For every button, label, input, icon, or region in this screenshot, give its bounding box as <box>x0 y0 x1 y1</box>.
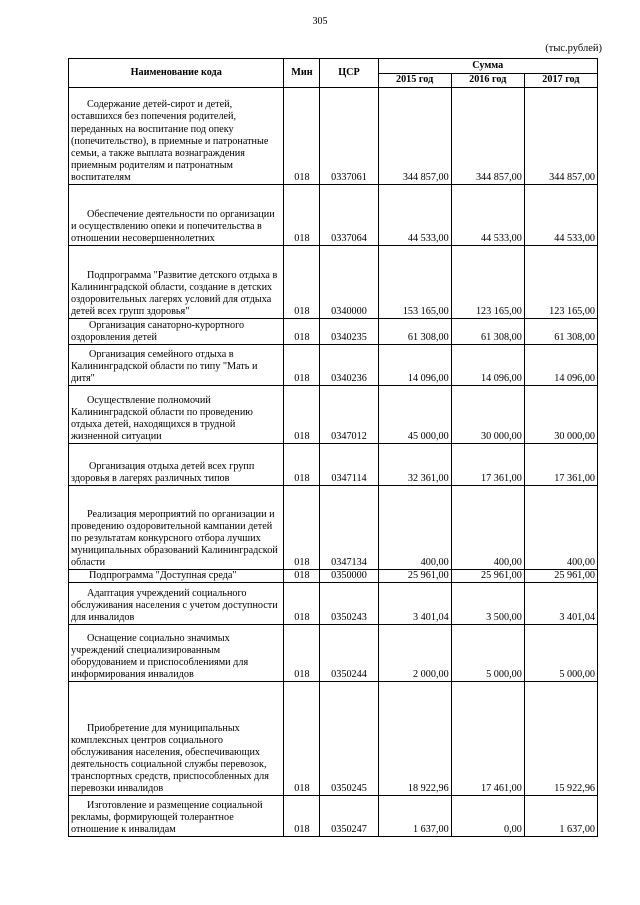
row-2015: 25 961,00 <box>378 570 451 583</box>
row-min: 018 <box>284 386 320 444</box>
row-csr: 0347114 <box>320 444 378 486</box>
row-name: Организация санаторно-курортного оздоровления детей <box>69 319 284 345</box>
header-sum: Сумма <box>378 59 597 74</box>
header-min: Мин <box>284 59 320 88</box>
row-min: 018 <box>284 444 320 486</box>
row-2017: 61 308,00 <box>524 319 597 345</box>
row-name: Приобретение для муниципальных комплексных центров социального обслуживания населения, обеспечивающих деятельность социальной службы перевозок, транспортных средств, приспособленных для перевозки инвалидов <box>69 682 284 796</box>
row-csr: 0350247 <box>320 796 378 837</box>
row-min: 018 <box>284 486 320 570</box>
row-2016: 123 165,00 <box>451 246 524 319</box>
header-csr: ЦСР <box>320 59 378 88</box>
table-row <box>69 583 598 625</box>
table-row <box>69 625 598 682</box>
row-name: Подпрограмма "Развитие детского отдыха в Калининградской области, создание в детских оздоровительных лагерях условий для отдыха детей всех групп здоровья" <box>69 246 284 319</box>
row-csr: 0350245 <box>320 682 378 796</box>
row-2015: 32 361,00 <box>378 444 451 486</box>
row-2015: 45 000,00 <box>378 386 451 444</box>
row-2017: 14 096,00 <box>524 345 597 386</box>
row-name: Организация семейного отдыха в Калининградской области по типу "Мать и дитя" <box>69 345 284 386</box>
row-name: Адаптация учреждений социального обслуживания населения с учетом доступности для инвалидов <box>69 583 284 625</box>
row-name: Реализация мероприятий по организации и проведению оздоровительной кампании детей по результатам конкурсного отбора лучших муниципальных образований Калининградской области <box>69 486 284 570</box>
table-row <box>69 682 598 796</box>
table-body <box>69 88 598 837</box>
row-csr: 0350244 <box>320 625 378 682</box>
row-name: Оснащение социально значимых учреждений специализированным оборудованием и приспособлениями для информирования инвалидов <box>69 625 284 682</box>
row-csr: 0340000 <box>320 246 378 319</box>
row-2015: 61 308,00 <box>378 319 451 345</box>
table-row <box>69 345 598 386</box>
table-row <box>69 570 598 583</box>
row-name: Содержание детей-сирот и детей, оставшихся без попечения родителей, переданных на воспитание под опеку (попечительство), в приемные и патронатные семьи, а также выплата вознаграждения приемным родителям и патронатным воспитателям <box>69 88 284 185</box>
row-min: 018 <box>284 185 320 246</box>
table-row <box>69 319 598 345</box>
row-csr: 0347134 <box>320 486 378 570</box>
row-csr: 0340235 <box>320 319 378 345</box>
row-2016: 5 000,00 <box>451 625 524 682</box>
row-2015: 1 637,00 <box>378 796 451 837</box>
row-name: Изготовление и размещение социальной рекламы, формирующей толерантное отношение к инвалидам <box>69 796 284 837</box>
row-name: Организация отдыха детей всех групп здоровья в лагерях различных типов <box>69 444 284 486</box>
row-2016: 30 000,00 <box>451 386 524 444</box>
row-csr: 0337061 <box>320 88 378 185</box>
row-2017: 344 857,00 <box>524 88 597 185</box>
row-2016: 17 461,00 <box>451 682 524 796</box>
table-row <box>69 444 598 486</box>
table-row <box>69 246 598 319</box>
row-name: Обеспечение деятельности по организации и осуществлению опеки и попечительства в отношении несовершеннолетних <box>69 185 284 246</box>
row-2016: 61 308,00 <box>451 319 524 345</box>
table-row <box>69 88 598 185</box>
row-2015: 44 533,00 <box>378 185 451 246</box>
row-2016: 25 961,00 <box>451 570 524 583</box>
header-name: Наименование кода <box>69 59 284 88</box>
header-year-2017: 2017 год <box>524 74 597 88</box>
row-2017: 15 922,96 <box>524 682 597 796</box>
row-2017: 123 165,00 <box>524 246 597 319</box>
row-min: 018 <box>284 246 320 319</box>
row-2016: 14 096,00 <box>451 345 524 386</box>
row-2016: 0,00 <box>451 796 524 837</box>
row-2017: 1 637,00 <box>524 796 597 837</box>
row-2016: 17 361,00 <box>451 444 524 486</box>
row-csr: 0350000 <box>320 570 378 583</box>
row-min: 018 <box>284 88 320 185</box>
row-2017: 3 401,04 <box>524 583 597 625</box>
row-min: 018 <box>284 796 320 837</box>
row-name: Подпрограмма "Доступная среда" <box>69 570 284 583</box>
row-2017: 5 000,00 <box>524 625 597 682</box>
table-row <box>69 386 598 444</box>
row-2015: 344 857,00 <box>378 88 451 185</box>
row-2017: 400,00 <box>524 486 597 570</box>
row-2017: 30 000,00 <box>524 386 597 444</box>
row-2016: 44 533,00 <box>451 185 524 246</box>
row-min: 018 <box>284 682 320 796</box>
row-2017: 17 361,00 <box>524 444 597 486</box>
row-csr: 0337064 <box>320 185 378 246</box>
row-2015: 3 401,04 <box>378 583 451 625</box>
row-min: 018 <box>284 570 320 583</box>
units-label: (тыс.рублей) <box>545 43 602 54</box>
row-2017: 25 961,00 <box>524 570 597 583</box>
row-2016: 400,00 <box>451 486 524 570</box>
table-row <box>69 796 598 837</box>
row-csr: 0350243 <box>320 583 378 625</box>
row-2015: 400,00 <box>378 486 451 570</box>
row-csr: 0340236 <box>320 345 378 386</box>
table-row <box>69 486 598 570</box>
row-min: 018 <box>284 625 320 682</box>
row-name: Осуществление полномочий Калининградской области по проведению отдыха детей, находящихся в трудной жизненной ситуации <box>69 386 284 444</box>
row-2015: 14 096,00 <box>378 345 451 386</box>
row-min: 018 <box>284 319 320 345</box>
row-2017: 44 533,00 <box>524 185 597 246</box>
header-year-2016: 2016 год <box>451 74 524 88</box>
row-2015: 153 165,00 <box>378 246 451 319</box>
header-year-2015: 2015 год <box>378 74 451 88</box>
row-csr: 0347012 <box>320 386 378 444</box>
row-2016: 3 500,00 <box>451 583 524 625</box>
page-number: 305 <box>312 16 328 27</box>
budget-table <box>68 58 598 837</box>
row-min: 018 <box>284 583 320 625</box>
row-2015: 2 000,00 <box>378 625 451 682</box>
row-2016: 344 857,00 <box>451 88 524 185</box>
row-min: 018 <box>284 345 320 386</box>
row-2015: 18 922,96 <box>378 682 451 796</box>
table-row <box>69 185 598 246</box>
